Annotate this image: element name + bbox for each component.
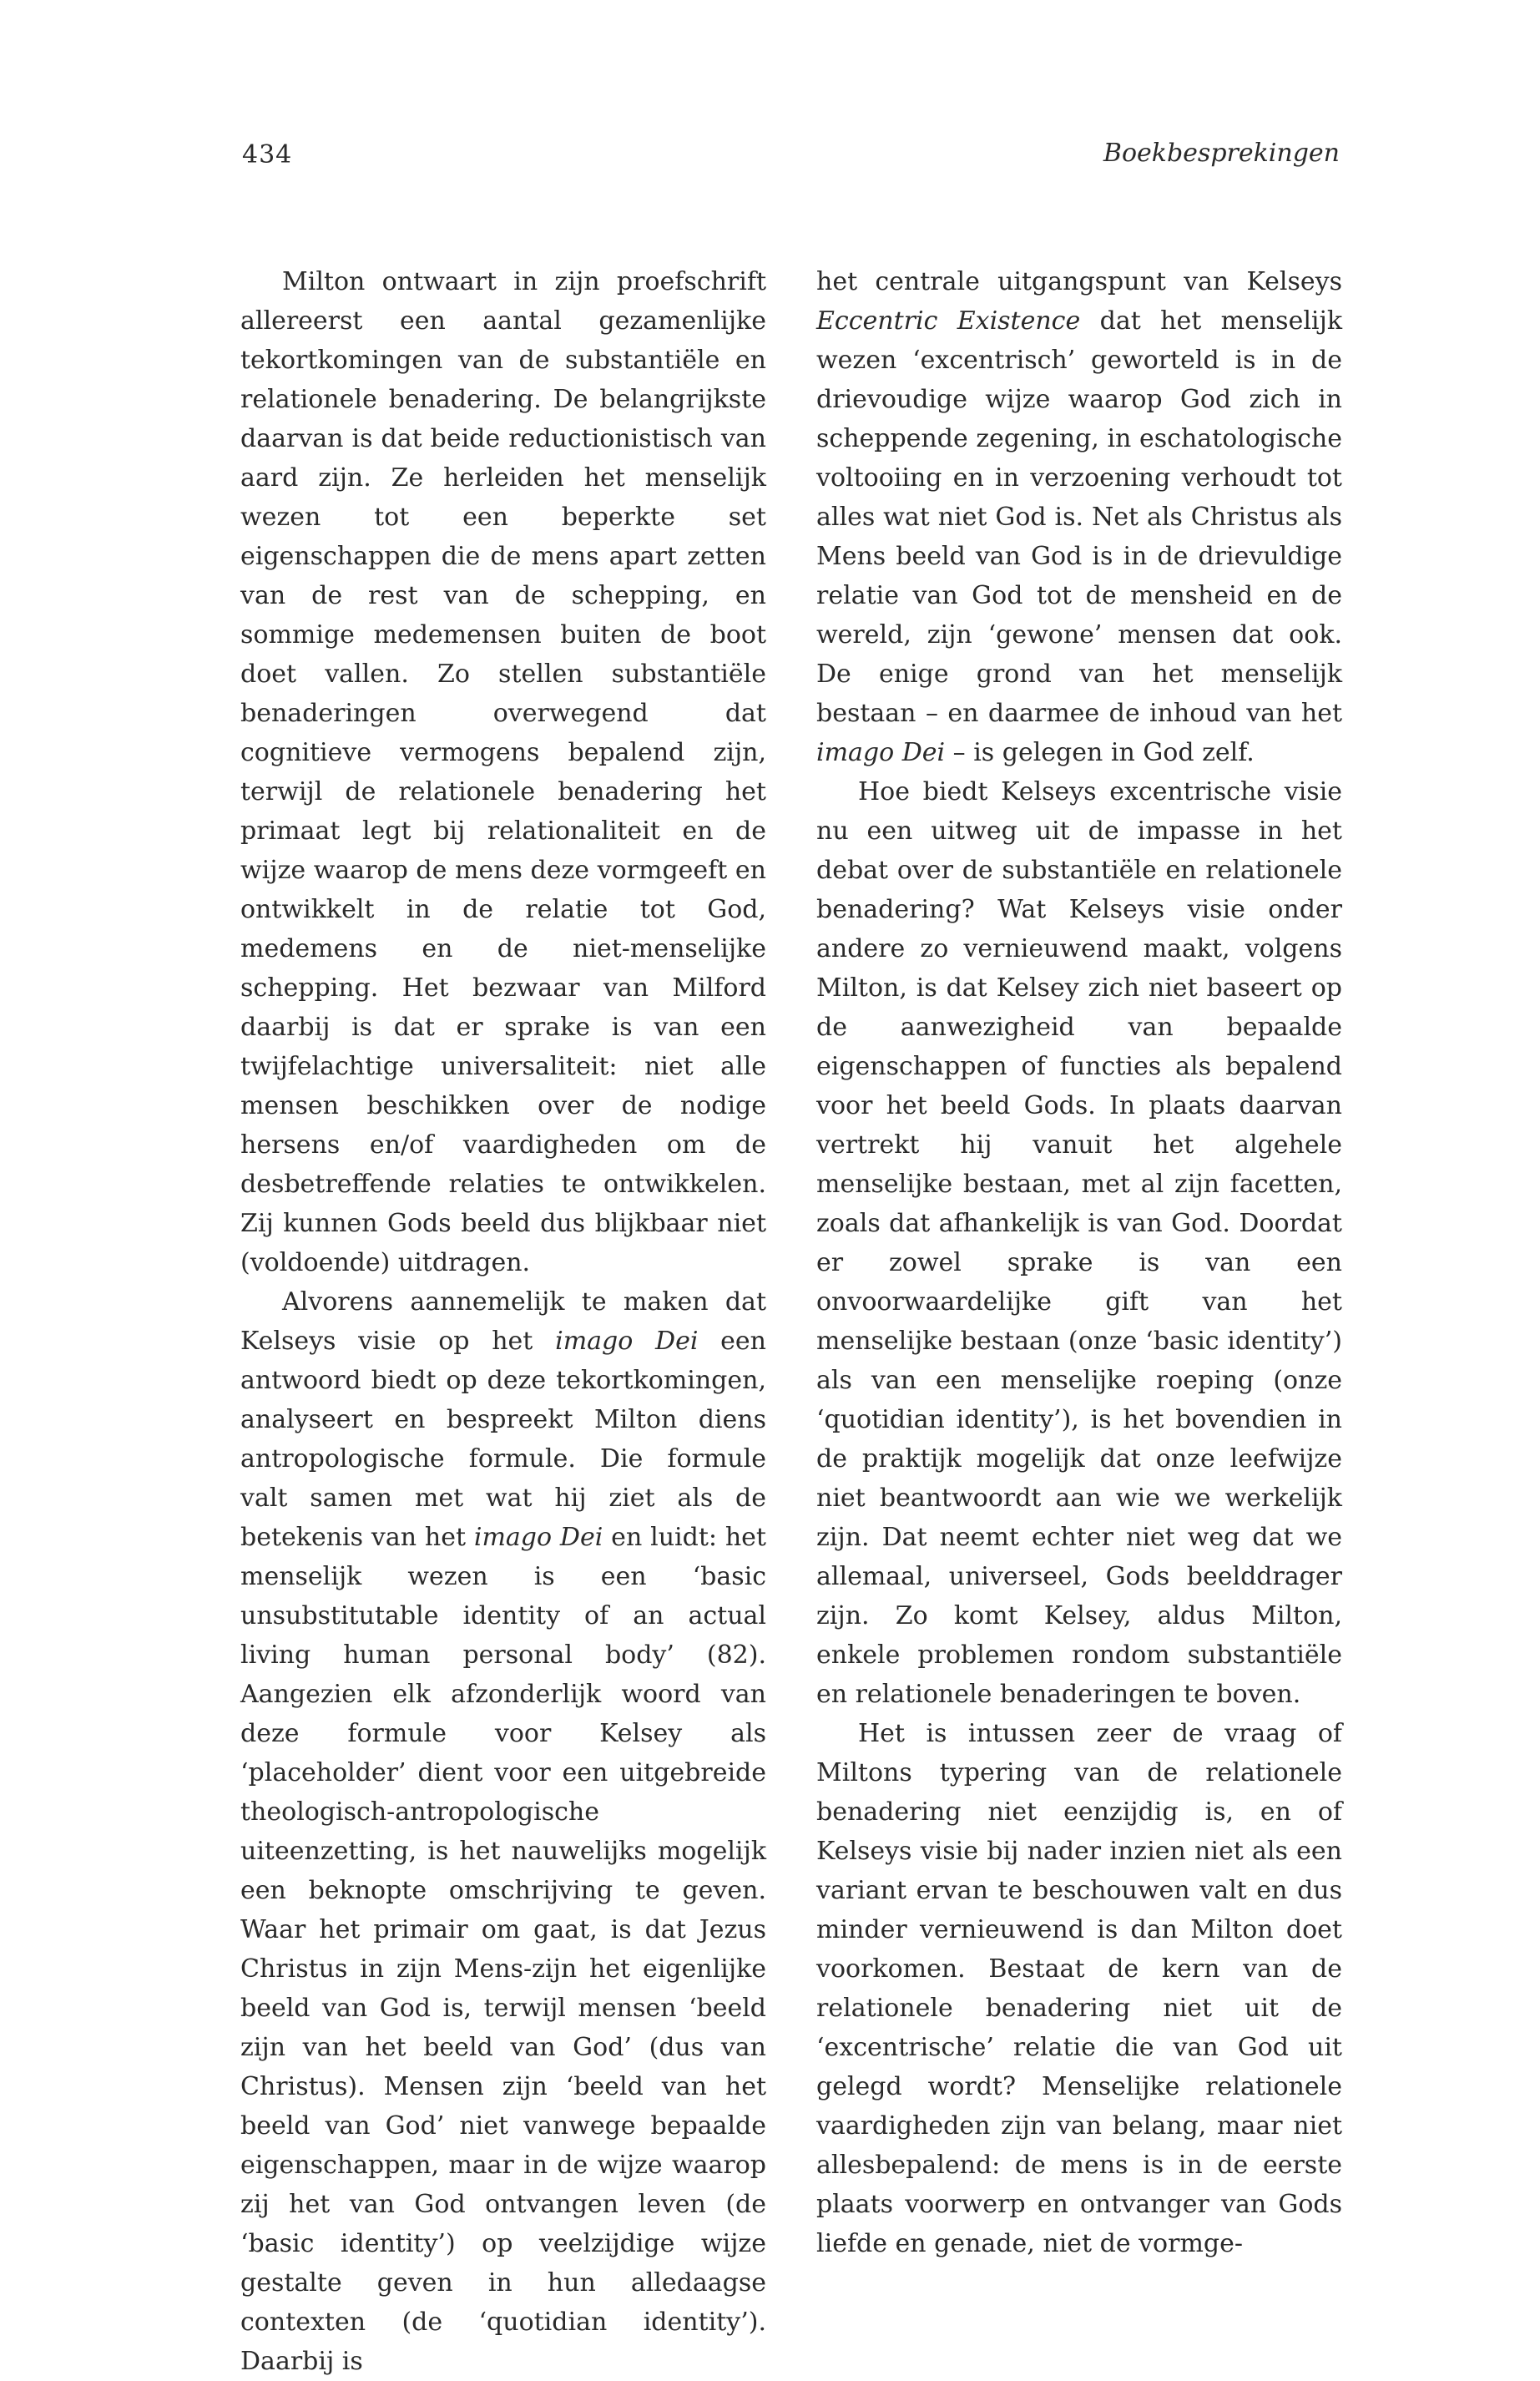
text-run: het centrale uitgangspunt van Kelseys <box>816 267 1342 296</box>
italic-term: imago Dei <box>816 738 946 767</box>
text-run: Alvorens aannemelijk te maken dat Kelseys visie op het <box>240 1287 766 1356</box>
left-column <box>240 262 766 2381</box>
paragraph: Hoe biedt Kelseys excentrische visie nu een uitweg uit de impasse in het debat over de substantiële en relationele benadering? Wat Kelseys visie onder andere zo vernieuwend maakt, volgens Milton, is dat Kelsey zich niet baseert op de aanwezigheid van bepaalde eigenschappen of functies als bepalend voor het beeld Gods. In plaats daarvan vertrekt hij vanuit het algehele menselijke bestaan, met al zijn facetten, zoals dat afhankelijk is van God. Doordat er zowel sprake is van een onvoorwaardelijke gift van het menselijke bestaan (onze ‘basic identity’) als van een menselijke roeping (onze ‘quotidian identity’), is het bovendien in de praktijk mogelijk dat onze leefwijze niet beantwoordt aan wie we werkelijk zijn. Dat neemt echter niet weg dat we allemaal, universeel, Gods beelddrager zijn. Zo komt Kelsey, aldus Milton, enkele problemen rondom substantiële en relationele benaderingen te boven. <box>816 777 1342 1709</box>
paragraph <box>240 1282 766 2381</box>
paragraph <box>816 262 1342 772</box>
running-head: Boekbesprekingen <box>1103 139 1340 168</box>
text-run: dat het menselijk wezen ‘excentrisch’ geworteld is in de drievoudige wijze waarop God zich in scheppende zegening, in eschatologische voltooiing en in verzoening verhoudt tot alles wat niet God is. Net als Christus als Mens beeld van God is in de drievuldige relatie van God tot de mensheid en de wereld, zijn ‘gewone’ mensen dat ook. De enige grond van het menselijk bestaan – en daarmee de inhoud van het <box>816 306 1342 728</box>
page-number: 434 <box>242 140 293 169</box>
text-run: een antwoord biedt op deze tekortkomingen, analyseert en bespreekt Milton diens antropologische formule. Die formule valt samen met wat hij ziet als de betekenis van het <box>240 1327 767 1552</box>
italic-term: Eccentric Existence <box>816 306 1081 336</box>
text-run: en luidt: het menselijk wezen is een ‘basic unsubstitutable identity of an actual living human personal body’ (82). Aangezien elk afzonderlijk woord van deze formule voor Kelsey als ‘placeholder’ dient voor een uitgebreide theologisch-antropologische uiteenzetting, is het nauwelijks mogelijk een beknopte omschrijving te geven. Waar het primair om gaat, is dat Jezus Christus in zijn Mens-zijn het eigenlijke beeld van God is, terwijl mensen ‘beeld zijn van het beeld van God’ (dus van Christus). Mensen zijn ‘beeld van het beeld van God’ niet vanwege bepaalde eigenschappen, maar in de wijze waarop zij het van God ontvangen leven (de ‘basic identity’) op veelzijdige wijze gestalte geven in hun alledaagse contexten (de ‘quotidian identity’). Daarbij is <box>240 1523 766 2376</box>
paragraph: Milton ontwaart in zijn proefschrift allereerst een aantal gezamenlijke tekortkomingen van de substantiële en relationele benadering. De belangrijkste daarvan is dat beide reductionistisch van aard zijn. Ze herleiden het menselijk wezen tot een beperkte set eigenschappen die de mens apart zetten van de rest van de schepping, en sommige medemensen buiten de boot doet vallen. Zo stellen substantiële benaderingen overwegend dat cognitieve vermogens bepalend zijn, terwijl de relationele benadering het primaat legt bij relationaliteit en de wijze waarop de mens deze vormgeeft en ontwikkelt in de relatie tot God, medemens en de niet-menselijke schepping. Het bezwaar van Milford daarbij is dat er sprake is van een twijfelachtige universaliteit: niet alle mensen beschikken over de nodige hersens en/of vaardigheden om de desbetreffende relaties te ontwikkelen. Zij kunnen Gods beeld dus blijkbaar niet (voldoende) uitdragen. <box>240 267 766 1277</box>
right-column <box>816 262 1342 2263</box>
italic-term: imago Dei <box>555 1327 699 1356</box>
paragraph: Het is intussen zeer de vraag of Miltons typering van de relationele benadering niet eenzijdig is, en of Kelseys visie bij nader inzien niet als een variant ervan te beschouwen valt en dus minder vernieuwend is dan Milton doet voorkomen. Bestaat de kern van de relationele benadering niet uit de ‘excentrische’ relatie die van God uit gelegd wordt? Menselijke relationele vaardigheden zijn van belang, maar niet allesbepalend: de mens is in de eerste plaats voorwerp en ontvanger van Gods liefde en genade, niet de vormge- <box>816 1719 1342 2258</box>
text-run: – is gelegen in God zelf. <box>945 738 1255 767</box>
italic-term: imago Dei <box>473 1523 603 1552</box>
